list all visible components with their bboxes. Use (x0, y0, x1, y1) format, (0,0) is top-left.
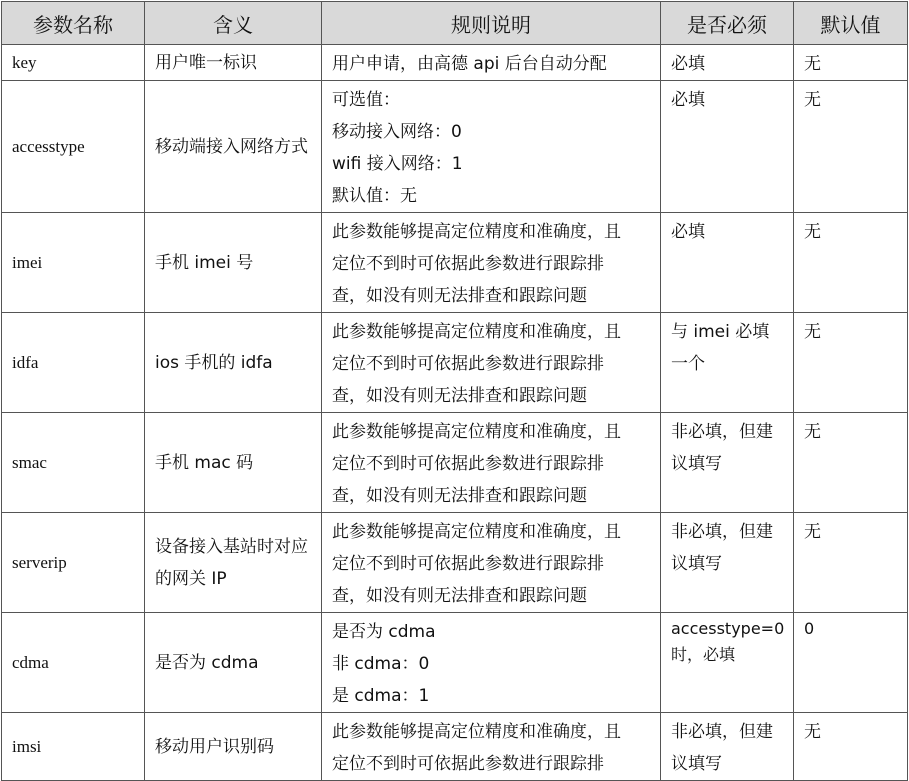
table-row (2, 313, 908, 413)
param-name: serverip (2, 513, 145, 613)
param-meaning: 移动用户识别码 (145, 713, 322, 781)
header-meaning: 含义 (145, 2, 322, 45)
param-required: 非必填，但建议填写 (661, 413, 794, 513)
param-default: 无 (794, 213, 908, 313)
rule-line: wifi 接入网络：1 (332, 154, 463, 174)
param-meaning: 手机 mac 码 (145, 413, 322, 513)
rule-line: 此参数能够提高定位精度和准确度，且 (332, 422, 621, 442)
table-row (2, 713, 908, 781)
param-meaning: 移动端接入网络方式 (145, 81, 322, 213)
rule-line: 此参数能够提高定位精度和准确度，且 (332, 522, 621, 542)
rule-line: 查，如没有则无法排查和跟踪问题 (332, 586, 587, 606)
param-required: 必填 (661, 45, 794, 81)
param-rules (322, 313, 661, 413)
param-name: accesstype (2, 81, 145, 213)
header-required: 是否必须 (661, 2, 794, 45)
param-required: accesstype=0 时，必填 (661, 613, 794, 713)
rule-line: 是否为 cdma (332, 622, 436, 642)
header-param-name: 参数名称 (2, 2, 145, 45)
rule-line: 查，如没有则无法排查和跟踪问题 (332, 286, 587, 306)
rule-line: 查，如没有则无法排查和跟踪问题 (332, 386, 587, 406)
param-required: 必填 (661, 213, 794, 313)
param-meaning: 用户唯一标识 (145, 45, 322, 81)
rule-line: 定位不到时可依据此参数进行跟踪排 (332, 454, 604, 474)
rule-line: 此参数能够提高定位精度和准确度，且 (332, 222, 621, 242)
param-rules (322, 613, 661, 713)
param-rules (322, 513, 661, 613)
rule-line: 定位不到时可依据此参数进行跟踪排 (332, 754, 604, 774)
table-row (2, 45, 908, 81)
param-required: 必填 (661, 81, 794, 213)
param-name: smac (2, 413, 145, 513)
param-name: key (2, 45, 145, 81)
param-default: 无 (794, 45, 908, 81)
param-default: 无 (794, 81, 908, 213)
param-default: 0 (794, 613, 908, 713)
param-required: 非必填，但建议填写 (661, 513, 794, 613)
parameter-table (1, 1, 908, 781)
param-default: 无 (794, 513, 908, 613)
param-default: 无 (794, 413, 908, 513)
param-rules (322, 213, 661, 313)
rule-line: 可选值： (332, 90, 400, 110)
rule-line: 非 cdma：0 (332, 654, 430, 674)
param-required: 与 imei 必填一个 (661, 313, 794, 413)
param-rules (322, 713, 661, 781)
param-meaning: 是否为 cdma (145, 613, 322, 713)
param-name: cdma (2, 613, 145, 713)
param-meaning: 设备接入基站时对应的网关 IP (145, 513, 322, 613)
rule-line: 用户申请，由高德 api 后台自动分配 (332, 54, 607, 74)
param-required: 非必填，但建议填写 (661, 713, 794, 781)
param-name: imsi (2, 713, 145, 781)
table-row (2, 613, 908, 713)
rule-line: 默认值：无 (332, 186, 417, 206)
param-default: 无 (794, 313, 908, 413)
rule-line: 定位不到时可依据此参数进行跟踪排 (332, 354, 604, 374)
rule-line: 此参数能够提高定位精度和准确度，且 (332, 722, 621, 742)
param-meaning: 手机 imei 号 (145, 213, 322, 313)
rule-line: 定位不到时可依据此参数进行跟踪排 (332, 254, 604, 274)
param-name: idfa (2, 313, 145, 413)
header-row (2, 2, 908, 45)
rule-line: 查，如没有则无法排查和跟踪问题 (332, 486, 587, 506)
param-rules (322, 81, 661, 213)
param-default: 无 (794, 713, 908, 781)
param-rules (322, 45, 661, 81)
table-row (2, 81, 908, 213)
rule-line: 移动接入网络：0 (332, 122, 462, 142)
param-rules (322, 413, 661, 513)
param-meaning: ios 手机的 idfa (145, 313, 322, 413)
header-rules: 规则说明 (322, 2, 661, 45)
header-default: 默认值 (794, 2, 908, 45)
param-name: imei (2, 213, 145, 313)
table-row (2, 413, 908, 513)
table-row (2, 513, 908, 613)
rule-line: 定位不到时可依据此参数进行跟踪排 (332, 554, 604, 574)
table-row (2, 213, 908, 313)
rule-line: 此参数能够提高定位精度和准确度，且 (332, 322, 621, 342)
rule-line: 是 cdma：1 (332, 686, 430, 706)
